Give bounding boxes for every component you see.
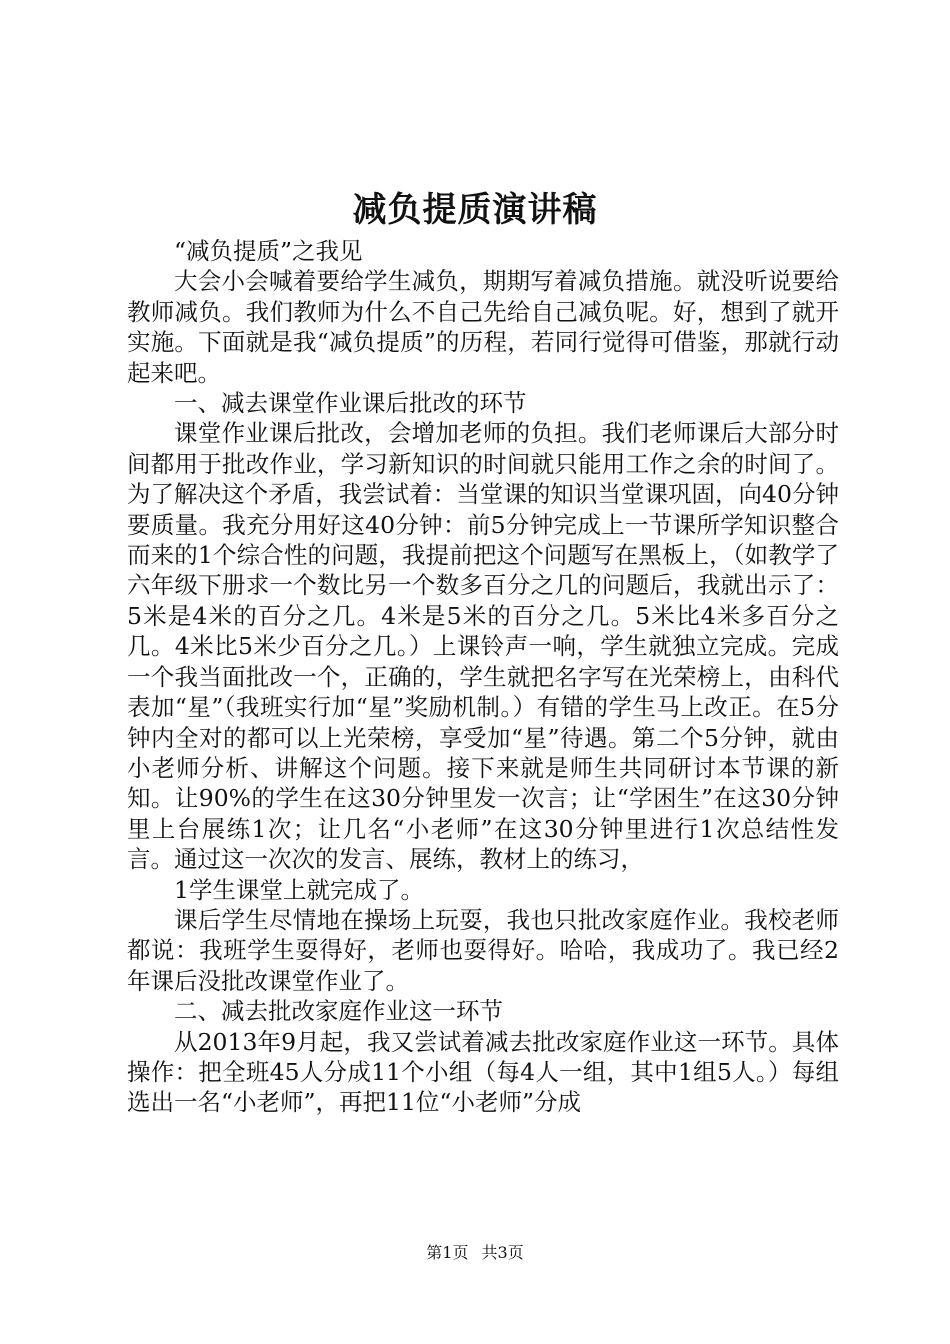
body-paragraph: 1学生课堂上就完成了。 bbox=[174, 875, 424, 904]
subtitle-paragraph: “减负提质”之我见 bbox=[174, 237, 363, 265]
page-footer bbox=[0, 1242, 950, 1264]
section-heading-2: 二、减去批改家庭作业这一环节 bbox=[174, 997, 503, 1026]
body-paragraph: 课后学生尽情地在操场上玩耍，我也只批改家庭作业。我校老师都说：我班学生耍得好，老师也耍得好。哈哈，我成功了。我已经2年课后没批改课堂作业了。 bbox=[127, 905, 839, 995]
section-heading-1: 一、减去课堂作业课后批改的环节 bbox=[174, 389, 527, 418]
page-total: 共3页 bbox=[481, 1243, 524, 1262]
document-body bbox=[127, 236, 839, 1118]
intro-paragraph: 大会小会喊着要给学生减负，期期写着减负措施。就没听说要给教师减负。我们教师为什么不自己先给自己减负呢。好，想到了就开实施。下面就是我“减负提质”的历程，若同行觉得可借鉴，那就行动起来吧。 bbox=[127, 267, 839, 387]
body-paragraph: 课堂作业课后批改，会增加老师的负担。我们老师课后大部分时间都用于批改作业，学习新知识的时间就只能用工作之余的时间了。为了解决这个矛盾，我尝试着：当堂课的知识当堂课巩固，向40分钟要质量。我充分用好这40分钟：前5分钟完成上一节课所学知识整合而来的1个综合性的问题，我提前把这个问题写在黑板上，（如教学了六年级下册求一个数比另一个数多百分之几的问题后，我就出示了：5米是4米的百分之几。4米是5米的百分之几。5米比4米多百分之几。4米比5米少百分之几。）上课铃声一响，学生就独立完成。完成一个我当面批改一个，正确的，学生就把名字写在光荣榜上，由科代表加“星”（我班实行加“星”奖励机制。）有错的学生马上改正。在5分钟内全对的都可以上光荣榜，享受加“星”待遇。第二个5分钟，就由小老师分析、讲解这个问题。接下来就是师生共同研讨本节课的新知。让90%的学生在这30分钟里发一次言；让“学困生”在这30分钟里上台展练1次；让几名“小老师”在这30分钟里进行1次总结性发言。通过这一次次的发言、展练，教材上的练习， bbox=[127, 419, 839, 874]
document-title: 减负提质演讲稿 bbox=[352, 190, 598, 230]
page-number: 第1页 bbox=[426, 1243, 469, 1262]
body-paragraph: 从2013年9月起，我又尝试着减去批改家庭作业这一环节。具体操作：把全班45人分成11个小组（每4人一组，其中1组5人。）每组选出一名“小老师”，再把11位“小老师”分成 bbox=[127, 1027, 839, 1117]
